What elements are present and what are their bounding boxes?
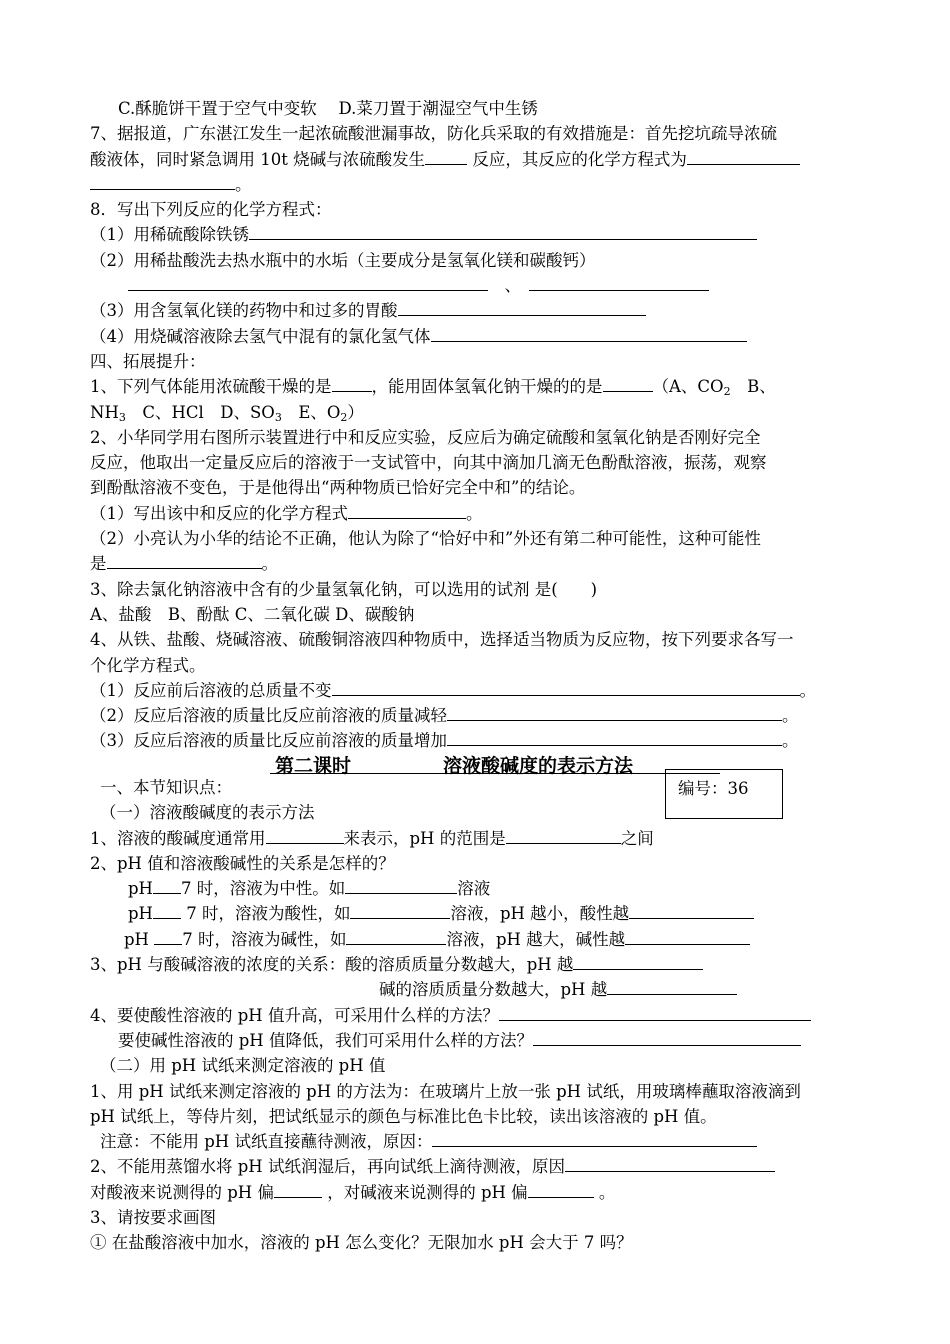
question-8-4: （4）用烧碱溶液除去氢气中混有的氯化氢气体: [90, 324, 865, 349]
blank[interactable]: [107, 552, 262, 569]
number-box: 编号：36: [665, 769, 783, 819]
blank[interactable]: [573, 953, 703, 970]
method-1-cont: pH 试纸上，等侍片刻，把试纸显示的颜色与标准比色卡比较，读出该溶液的 pH 值。: [90, 1106, 717, 1126]
blank[interactable]: [603, 375, 653, 392]
blank[interactable]: [153, 877, 181, 894]
ext-question-2-1: （1）写出该中和反应的化学方程式 。: [90, 503, 483, 523]
option-line: C.酥脆饼干置于空气中变软 D.菜刀置于潮湿空气中生锈: [118, 99, 538, 118]
ext-question-2-cont: 反应，他取出一定量反应后的溶液于一支试管中，向其中滴加几滴无色酚酞溶液，振荡，观察: [90, 453, 767, 473]
item-2-base: pH 7 时，溶液为碱性，如 溶液，pH 越大，碱性越: [90, 927, 865, 952]
method-3: 3、请按要求画图: [90, 1208, 216, 1228]
ext-question-3-options: A、盐酸 B、酚酞 C、二氧化碳 D、碳酸钠: [90, 604, 415, 624]
item-2: 2、pH 值和溶液酸碱性的关系是怎样的？: [90, 853, 395, 873]
blank[interactable]: [565, 1155, 775, 1172]
blank[interactable]: [266, 827, 344, 844]
question-7: 7、据报道，广东湛江发生一起浓硫酸泄漏事故，防化兵采取的有效措施是：首先挖坑疏导浓硫: [90, 124, 777, 144]
blank[interactable]: [447, 729, 782, 746]
blank[interactable]: [625, 928, 750, 945]
blank[interactable]: [629, 902, 754, 919]
blank[interactable]: [332, 679, 800, 696]
lesson-2: [90, 775, 865, 1256]
method-2-cont: 对酸液来说测得的 pH 偏 ，对碱液来说测得的 pH 偏 。: [90, 1182, 616, 1202]
ext-question-2: 2、小华同学用右图所示装置进行中和反应实验，反应后为确定硫酸和氢氧化钠是否刚好完全: [90, 427, 761, 447]
ext-question-4-1: （1）反应前后溶液的总质量不变 。: [90, 680, 816, 700]
blank[interactable]: [533, 1029, 801, 1046]
blank[interactable]: [90, 173, 235, 190]
ext-question-4-3: （3）反应后溶液的质量比反应前溶液的质量增加 。: [90, 731, 799, 751]
ext-question-4-2: （2）反应后溶液的质量比反应前溶液的质量减轻 。: [90, 706, 799, 726]
item-4: 4、要使酸性溶液的 pH 值升高，可采用什么样的方法？: [90, 1003, 865, 1028]
ext-question-4: 4、从铁、盐酸、烧碱溶液、硫酸铜溶液四种物质中，选择适当物质为反应物，按下列要求各写一: [90, 630, 794, 650]
item-1: 1、溶液的酸碱度通常用 来表示，pH 的范围是 之间: [90, 828, 654, 848]
blank[interactable]: [153, 902, 181, 919]
title-underline: [270, 773, 720, 774]
ext-question-2-cont2: 到酚酞溶液不变色，于是他得出“两种物质已恰好完全中和”的结论。: [90, 478, 586, 498]
item-2-neutral: pH 7 时，溶液为中性。如 溶液: [128, 879, 491, 899]
blank[interactable]: [154, 928, 182, 945]
item-4-base: 要使碱性溶液的 pH 值降低，我们可采用什么样的方法？: [90, 1028, 865, 1053]
question-7-cont: 酸液体，同时紧急调用 10t 烧碱与浓硫酸发生 反应，其反应的化学方程式为: [90, 147, 865, 172]
method-2: 2、不能用蒸馏水将 pH 试纸润湿后，再向试纸上滴待测液，原因: [90, 1154, 865, 1179]
blank[interactable]: [425, 148, 467, 165]
item-2-acid: pH 7 时，溶液为酸性，如 溶液，pH 越小，酸性越: [90, 901, 865, 926]
blank[interactable]: [350, 902, 450, 919]
question-8: 8．写出下列反应的化学方程式：: [90, 200, 332, 220]
subsection-1: （一）溶液酸碱度的表示方法: [100, 803, 315, 823]
blank[interactable]: [431, 325, 747, 342]
blank[interactable]: [274, 1181, 322, 1198]
blank[interactable]: [607, 978, 737, 995]
blank[interactable]: [447, 704, 782, 721]
blank[interactable]: [528, 1181, 594, 1198]
blank[interactable]: [346, 928, 446, 945]
blank[interactable]: [529, 274, 709, 291]
worksheet: [90, 96, 865, 754]
item-3-base: 碱的溶质质量分数越大，pH 越: [90, 977, 865, 1002]
question-8-2-blanks: 、: [90, 273, 865, 298]
question-8-2: （2）用稀盐酸洗去热水瓶中的水垢（主要成分是氢氧化镁和碳酸钙）: [90, 250, 596, 270]
subsection-2: （二）用 pH 试纸来测定溶液的 pH 值: [100, 1056, 386, 1076]
section-4-heading: 四、拓展提升：: [90, 351, 206, 371]
blank[interactable]: [499, 1004, 811, 1021]
question-8-1: （1）用稀硫酸除铁锈: [90, 222, 865, 247]
lesson-title: 第二课时 溶液酸碱度的表示方法: [270, 751, 720, 775]
blank[interactable]: [398, 299, 646, 316]
blank[interactable]: [506, 827, 621, 844]
ext-question-2-2: （2）小亮认为小华的结论不正确，他认为除了“恰好中和”外还有第二种可能性，这种可能性: [90, 529, 761, 549]
ext-question-1-cont: $NH_3$ C、HCl D、$SO_3$ E、$O_2$）: [90, 402, 364, 424]
blank[interactable]: [432, 1130, 757, 1147]
method-1: 1、用 pH 试纸来测定溶液的 pH 的方法为：在玻璃片上放一张 pH 试纸，用玻璃棒蘸取溶液滴到: [90, 1081, 801, 1101]
note: 注意：不能用 pH 试纸直接蘸待测液，原因：: [90, 1129, 865, 1154]
blank[interactable]: [128, 274, 488, 291]
item-3: 3、pH 与酸碱溶液的浓度的关系：酸的溶质质量分数越大，pH 越: [90, 952, 865, 977]
ext-question-2-2-cont: 是 。: [90, 554, 278, 574]
ext-question-1: 1、下列气体能用浓硫酸干燥的是 ，能用固体氢氧化钠干燥的的是 （A、$CO_2$ B、: [90, 377, 776, 399]
method-3-1: ① 在盐酸溶液中加水，溶液的 pH 怎么变化？无限加水 pH 会大于 7 吗？: [90, 1233, 633, 1253]
ext-question-3: 3、除去氯化钠溶液中含有的少量氢氧化钠，可以选用的试剂 是( ): [90, 579, 598, 599]
ext-question-4-cont: 个化学方程式。: [90, 655, 206, 675]
blank[interactable]: [348, 502, 466, 519]
blank[interactable]: [332, 375, 372, 392]
blank[interactable]: [345, 877, 457, 894]
blank[interactable]: [249, 223, 757, 240]
question-7-end: 。: [90, 172, 865, 197]
blank[interactable]: [687, 148, 800, 165]
question-8-3: （3）用含氢氧化镁的药物中和过多的胃酸: [90, 298, 865, 323]
knowledge-heading: 一、本节知识点：: [100, 778, 232, 797]
